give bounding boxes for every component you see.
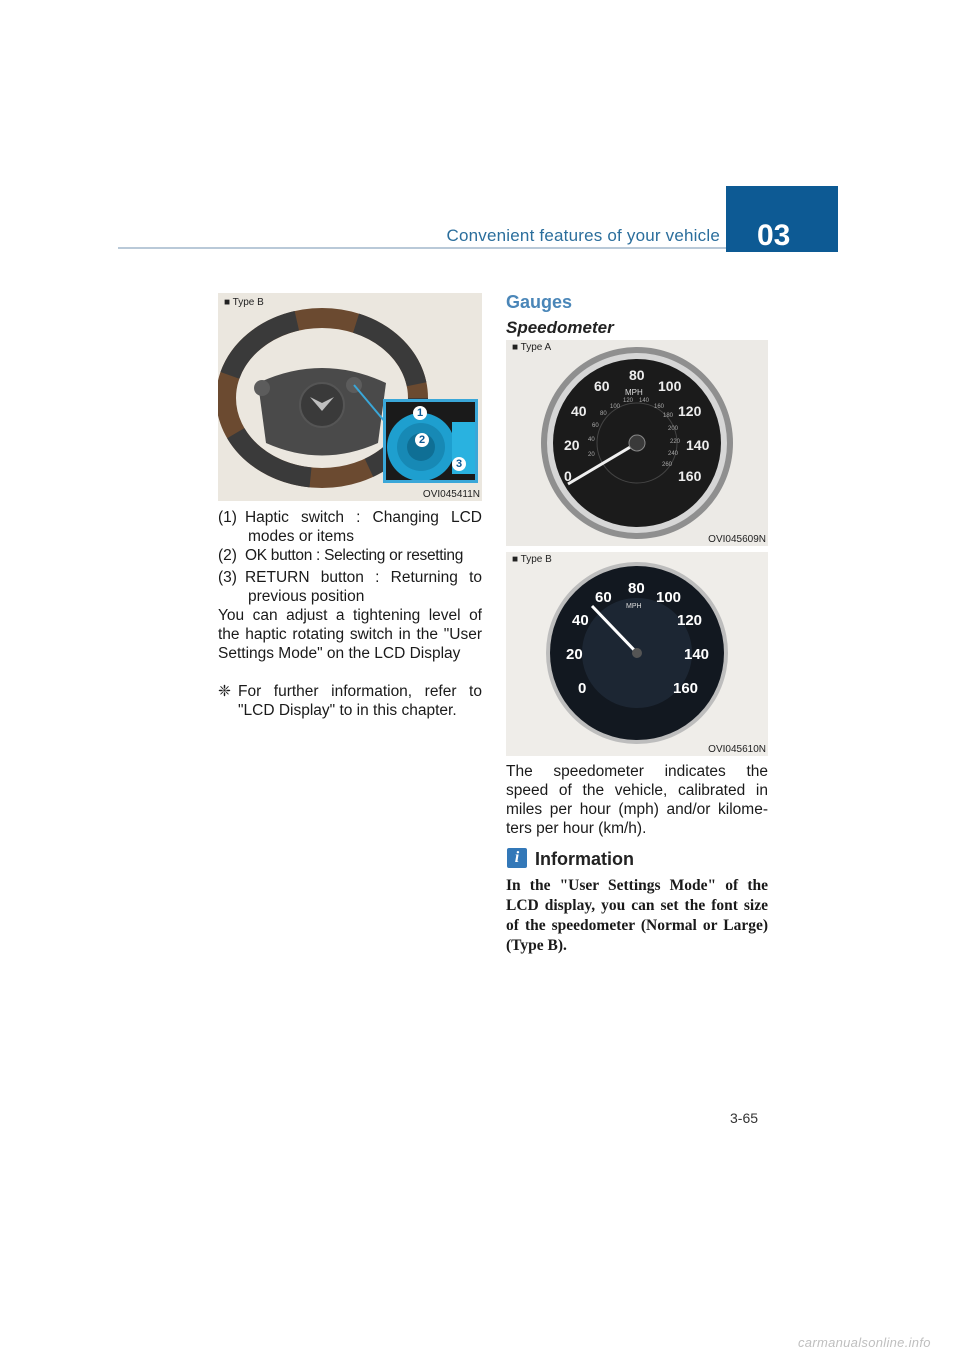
kmh-label: 40 (588, 437, 595, 443)
kmh-label: 20 (588, 452, 595, 458)
speed-label: 0 (578, 680, 587, 697)
figure-type-label: ■ Type B (224, 297, 264, 308)
list-item-3 (218, 568, 482, 606)
speed-label: 20 (566, 646, 583, 663)
header-rule (118, 247, 728, 249)
speed-label: 40 (571, 403, 587, 419)
paragraph-line: miles per hour (mph) and/or kilome- (506, 801, 768, 818)
list-text: RETURN button : Returning to (244, 569, 482, 586)
kmh-label: 240 (668, 451, 679, 457)
speedometer-type-a-figure (506, 340, 768, 546)
haptic-paragraph (218, 606, 482, 663)
speed-label: 0 (564, 468, 572, 484)
speed-label: 160 (678, 468, 702, 484)
info-body (506, 876, 768, 956)
speed-label: 80 (628, 580, 645, 597)
chapter-number: 03 (757, 219, 791, 252)
page-number: 3-65 (730, 1110, 759, 1126)
list-number: (2) (218, 547, 237, 564)
steering-wheel-figure (218, 293, 482, 501)
list-item-2 (218, 546, 482, 565)
paragraph-line: The speedometer indicates the (506, 763, 768, 780)
note-line: For further information, refer to (238, 683, 482, 700)
kmh-label: 200 (668, 426, 679, 432)
paragraph-line: ters per hour (km/h). (506, 820, 647, 837)
speed-label: 120 (678, 403, 702, 419)
figure-type-label: ■ Type B (512, 554, 552, 565)
kmh-label: 100 (610, 404, 621, 410)
speed-label: 160 (673, 680, 699, 697)
kmh-label: 140 (639, 398, 650, 404)
speedometer-type-b-figure (506, 552, 768, 756)
speedometer-heading: Speedometer (506, 318, 614, 337)
figure-caption: OVI045411N (422, 489, 480, 500)
info-line: LCD display, you can set the font size (506, 897, 768, 914)
unit-label: MPH (625, 388, 643, 397)
paragraph-line: speed of the vehicle, calibrated in (506, 782, 768, 799)
speed-label: 100 (658, 378, 682, 394)
figure-caption: OVI045609N (708, 534, 766, 545)
info-title: Information (535, 849, 634, 869)
info-line: of the speedometer (Normal or Large) (506, 917, 768, 934)
list-text: Haptic switch : Changing LCD (244, 509, 482, 526)
gauges-heading: Gauges (506, 292, 573, 312)
chapter-tab (726, 186, 838, 252)
speed-label: 140 (686, 437, 710, 453)
site-watermark: carmanualsonline.info (798, 1335, 931, 1350)
list-number: (1) (218, 509, 237, 526)
list-item-1 (218, 508, 482, 546)
info-line: In the "User Settings Mode" of the (506, 877, 768, 894)
paragraph-line: Settings Mode" on the LCD Display (218, 645, 461, 662)
info-line: (Type B). (506, 937, 567, 954)
paragraph-line: the haptic rotating switch in the "User (218, 626, 482, 643)
kmh-label: 260 (662, 462, 673, 468)
paragraph-line: You can adjust a tightening level of (218, 607, 482, 624)
list-number: (3) (218, 569, 237, 586)
list-text-cont: modes or items (248, 528, 354, 545)
note-line: "LCD Display" to in this chapter. (238, 702, 457, 719)
kmh-label: 120 (623, 398, 634, 404)
speed-label: 20 (564, 437, 580, 453)
callout-1: 1 (413, 406, 427, 420)
speed-label: 60 (595, 589, 612, 606)
figure-type-label: ■ Type A (512, 342, 552, 353)
kmh-label: 60 (592, 423, 599, 429)
list-text: OK button : Selecting or resetting (244, 547, 464, 564)
note-symbol: ❈ (218, 683, 231, 700)
speed-label: 40 (572, 612, 589, 629)
speed-label: 120 (677, 612, 703, 629)
speed-label: 60 (594, 378, 610, 394)
speedometer-paragraph (506, 762, 768, 838)
speed-label: 80 (629, 367, 645, 383)
list-text-cont: previous position (248, 588, 365, 605)
callout-2: 2 (415, 433, 429, 447)
info-icon: i (507, 848, 527, 868)
unit-label: MPH (626, 603, 642, 610)
haptic-switch-illustration (386, 402, 478, 483)
section-title: Convenient features of your vehicle (446, 226, 720, 245)
reference-note (218, 682, 482, 720)
kmh-label: 180 (663, 413, 674, 419)
kmh-label: 220 (670, 439, 681, 445)
haptic-switch-inset (383, 399, 478, 483)
kmh-label: 80 (600, 411, 607, 417)
figure-caption: OVI045610N (708, 744, 766, 755)
kmh-label: 160 (654, 404, 665, 410)
speed-label: 140 (684, 646, 710, 663)
callout-3: 3 (452, 457, 466, 471)
speed-label: 100 (656, 589, 682, 606)
